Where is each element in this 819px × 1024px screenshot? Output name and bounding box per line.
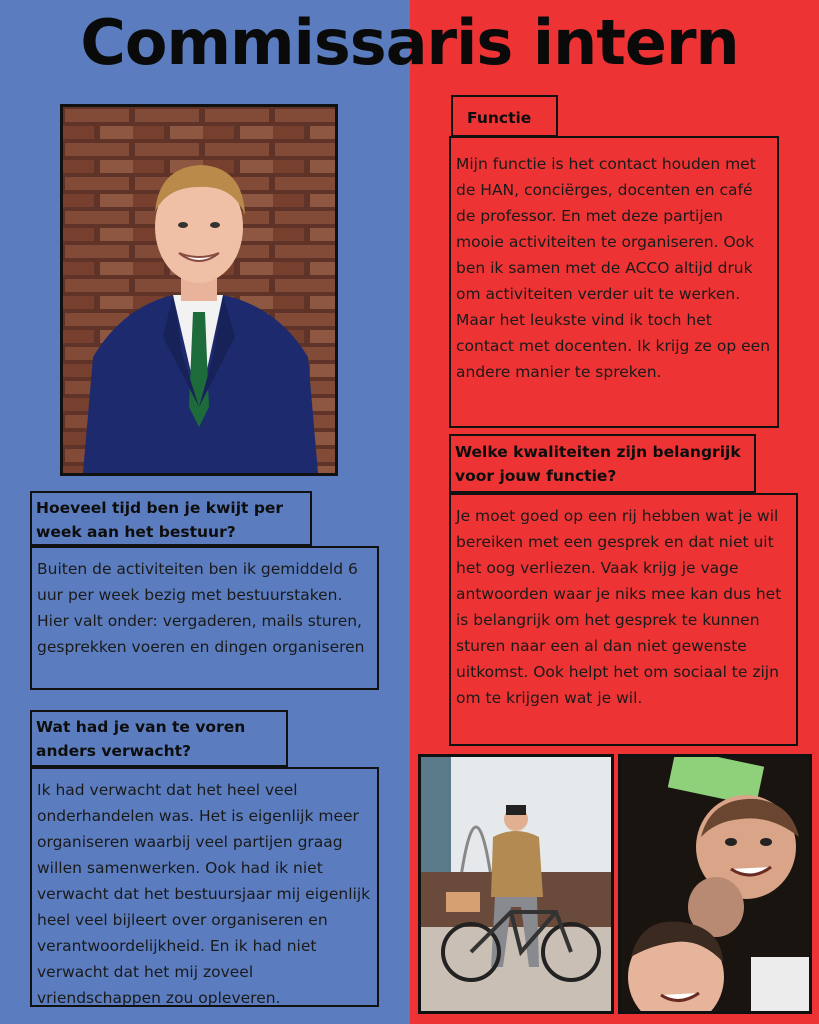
answer-box-time bbox=[30, 546, 379, 690]
selfie-photo bbox=[618, 754, 812, 1014]
answer-time-text: Buiten de activiteiten ben ik gemiddeld 6 uur per week bezig met bestuurstaken. Hier valt onder: vergaderen, mails sturen, gesprekken voeren en dingen organiseren bbox=[37, 560, 365, 656]
answer-box-qualities bbox=[449, 493, 798, 746]
answer-function-text: Mijn functie is het contact houden met de HAN, conciërges, docenten en café de professor. En met deze partijen mooie activiteiten te organiseren. Ook ben ik samen met de ACCO altijd druk om activiteiten verder uit te werken. Maar het leukste vind ik toch het contact met docenten. Ik krijg ze op een andere manier te spreken. bbox=[456, 155, 771, 381]
answer-box-function bbox=[449, 136, 779, 428]
question-qualities-text: Welke kwaliteiten zijn belangrijk voor jouw functie? bbox=[455, 443, 741, 485]
question-function-text: Functie bbox=[467, 109, 532, 127]
bicycle-photo bbox=[418, 754, 614, 1014]
answer-box-expectations bbox=[30, 767, 379, 1007]
question-expectations-text: Wat had je van te voren anders verwacht? bbox=[36, 718, 246, 760]
question-box-expectations bbox=[30, 710, 288, 767]
question-box-qualities bbox=[449, 434, 756, 493]
question-box-time bbox=[30, 491, 312, 546]
portrait-photo bbox=[60, 104, 338, 476]
answer-qualities-text: Je moet goed op een rij hebben wat je wil bereiken met een gesprek en dat niet uit het oog verliezen. Vaak krijg je vage antwoorden waar je niks mee kan dus het is belangrijk om het gesprek te kunnen sturen naar een al dan niet gewenste uitkomst. Ook helpt het om sociaal te zijn om te krijgen wat je wil. bbox=[456, 507, 782, 707]
question-time-text: Hoeveel tijd ben je kwijt per week aan het bestuur? bbox=[36, 499, 284, 541]
page-title: Commissaris intern bbox=[80, 6, 739, 79]
answer-expectations-text: Ik had verwacht dat het heel veel onderhandelen was. Het is eigenlijk meer organiseren waarbij veel partijen graag willen samenwerken. Ook had ik niet verwacht dat het bestuursjaar mij eigenlijk heel veel bijleert over organiseren en verantwoordelijkheid. En ik had niet verwacht dat het mij zoveel vriendschappen zou opleveren. bbox=[37, 781, 371, 1007]
question-box-function bbox=[451, 95, 558, 137]
